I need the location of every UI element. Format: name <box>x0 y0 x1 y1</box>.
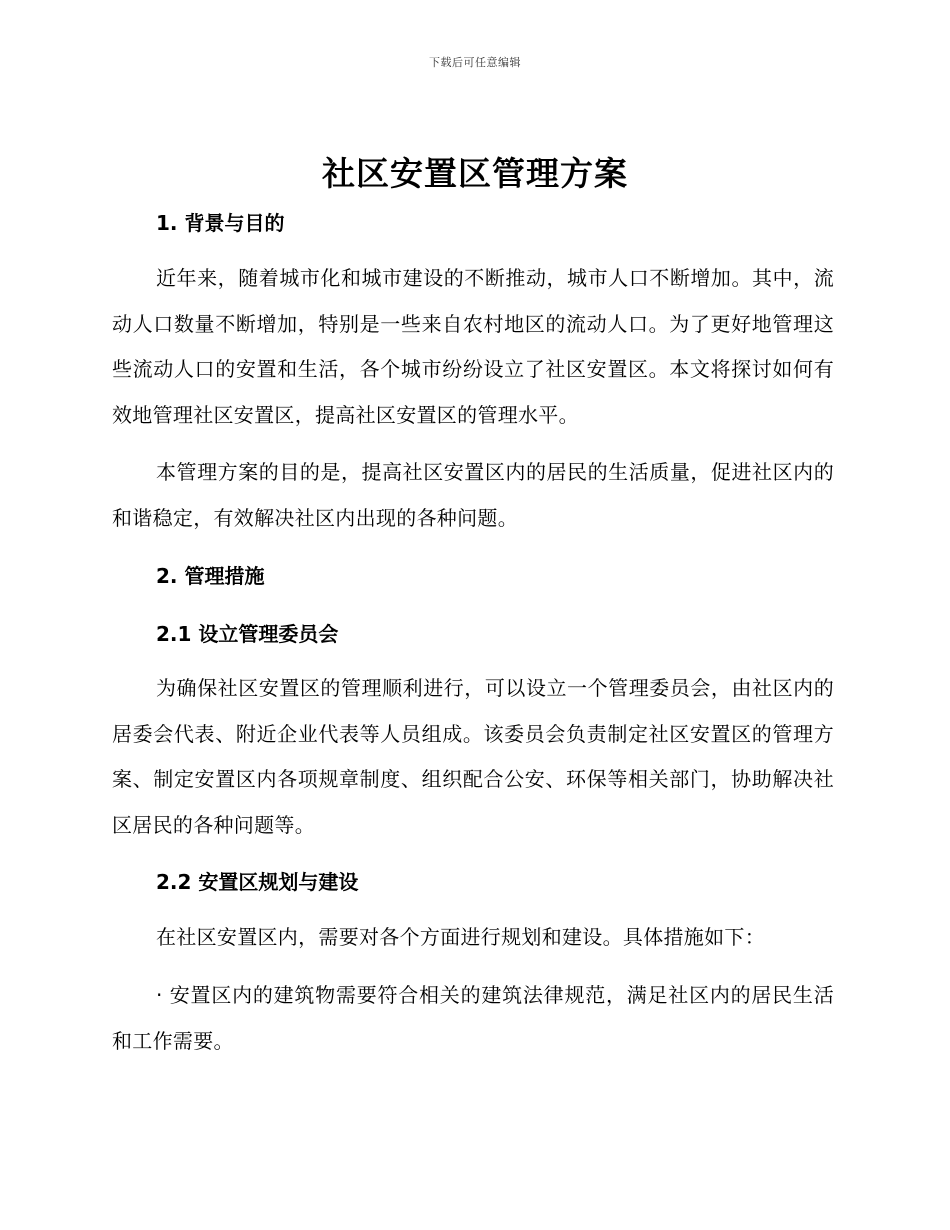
document-title: 社区安置区管理方案 <box>322 154 628 193</box>
section-2-1-heading: 2.1 设立管理委员会 <box>156 622 339 646</box>
section-2-2-heading: 2.2 安置区规划与建设 <box>156 870 359 894</box>
section-1-paragraph-1-block <box>112 256 834 438</box>
section-2-2-bullet-block <box>112 973 834 1064</box>
section-1-paragraph-1: 近年来，随着城市化和城市建设的不断推动，城市人口不断增加。其中，流动人口数量不断增加，特别是一些来自农村地区的流动人口。为了更好地管理这些流动人口的安置和生活，各个城市纷纷设立了社区安置区。本文将探讨如何有效地管理社区安置区，提高社区安置区的管理水平。 <box>112 266 834 427</box>
section-2-heading-block <box>112 560 834 589</box>
section-1-paragraph-2-block <box>112 450 834 541</box>
section-2-heading: 2. 管理措施 <box>156 564 265 588</box>
header-note: 下载后可任意编辑 <box>429 56 521 69</box>
section-2-1-paragraph-block <box>112 666 834 848</box>
section-2-2-paragraph-block <box>112 915 834 961</box>
section-2-2-bullet-item: · 安置区内的建筑物需要符合相关的建筑法律规范，满足社区内的居民生活和工作需要。 <box>112 983 834 1053</box>
section-1-heading: 1. 背景与目的 <box>156 211 285 235</box>
section-2-2-paragraph: 在社区安置区内，需要对各个方面进行规划和建设。具体措施如下： <box>156 925 765 949</box>
section-2-1-heading-block <box>112 618 834 647</box>
section-2-1-paragraph: 为确保社区安置区的管理顺利进行，可以设立一个管理委员会，由社区内的居委会代表、附近企业代表等人员组成。该委员会负责制定社区安置区的管理方案、制定安置区内各项规章制度、组织配合公安、环保等相关部门，协助解决社区居民的各种问题等。 <box>112 676 834 837</box>
section-1-paragraph-2: 本管理方案的目的是，提高社区安置区内的居民的生活质量，促进社区内的和谐稳定，有效解决社区内出现的各种问题。 <box>112 460 834 530</box>
section-1-heading-block <box>112 207 834 236</box>
section-2-2-heading-block <box>112 866 834 895</box>
